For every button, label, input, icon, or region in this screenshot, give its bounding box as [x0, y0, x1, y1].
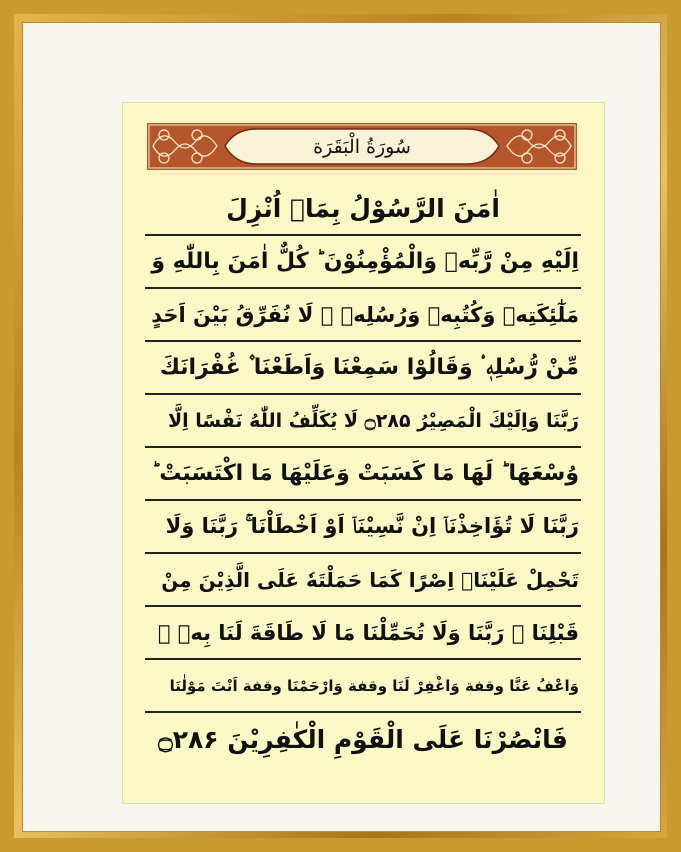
surah-title: سُورَةُ الْبَقَرَة: [313, 135, 411, 158]
verse-line: اِلَيْهِ مِنْ رَّبِّهٖ وَالْمُؤْمِنُوْنَ ؕ كُلٌّ اٰمَنَ بِاللّٰهِ وَ: [145, 236, 581, 289]
verse-line: وَاعْفُ عَنَّا وقفة وَاغْفِرْ لَنَا وقفة وَارْحَمْنَا وقفة اَنْتَ مَوْلٰنَا: [145, 660, 581, 713]
verse-line: مِّنْ رُّسُلِهٖ ۟ وَقَالُوْا سَمِعْنَا وَاَطَعْنَا ۫ غُفْرَانَكَ: [145, 342, 581, 395]
verse-line: تَحْمِلْ عَلَيْنَاۤ اِصْرًا كَمَا حَمَلْتَهٗ عَلَى الَّذِيْنَ مِنْ: [145, 554, 581, 607]
quran-page: [123, 103, 604, 803]
verse-line: رَبَّنَا وَاِلَيْكَ الْمَصِيْرُ ۝۲۸۵ لَا يُكَلِّفُ اللّٰهُ نَفْسًا اِلَّا: [145, 395, 581, 448]
verse-line: قَبْلِنَا ۚ رَبَّنَا وَلَا تُحَمِّلْنَا مَا لَا طَاقَةَ لَنَا بِهٖ ۚ: [145, 607, 581, 660]
mat-board: [22, 22, 661, 832]
verse-line: وُسْعَهَا ؕ لَهَا مَا كَسَبَتْ وَعَلَيْهَا مَا اكْتَسَبَتْ ؕ: [145, 448, 581, 501]
verse-lines: [145, 183, 581, 766]
verse-line: مَلٰٓئِكَتِهٖ وَكُتُبِهٖ وَرُسُلِهٖ ۟ لَا نُفَرِّقُ بَيْنَ اَحَدٍ: [145, 289, 581, 342]
verse-line: رَبَّنَا لَا تُؤَاخِذْنَاۤ اِنْ نَّسِيْنَاۤ اَوْ اَخْطَاْنَا ۚ رَبَّنَا وَلَا: [145, 501, 581, 554]
verse-line: فَانْصُرْنَا عَلَى الْقَوْمِ الْكٰفِرِيْنَ ۝۲۸۶: [158, 725, 568, 754]
surah-header: [147, 123, 577, 170]
verse-line: اٰمَنَ الرَّسُوْلُ بِمَاۤ اُنْزِلَ: [145, 183, 581, 236]
